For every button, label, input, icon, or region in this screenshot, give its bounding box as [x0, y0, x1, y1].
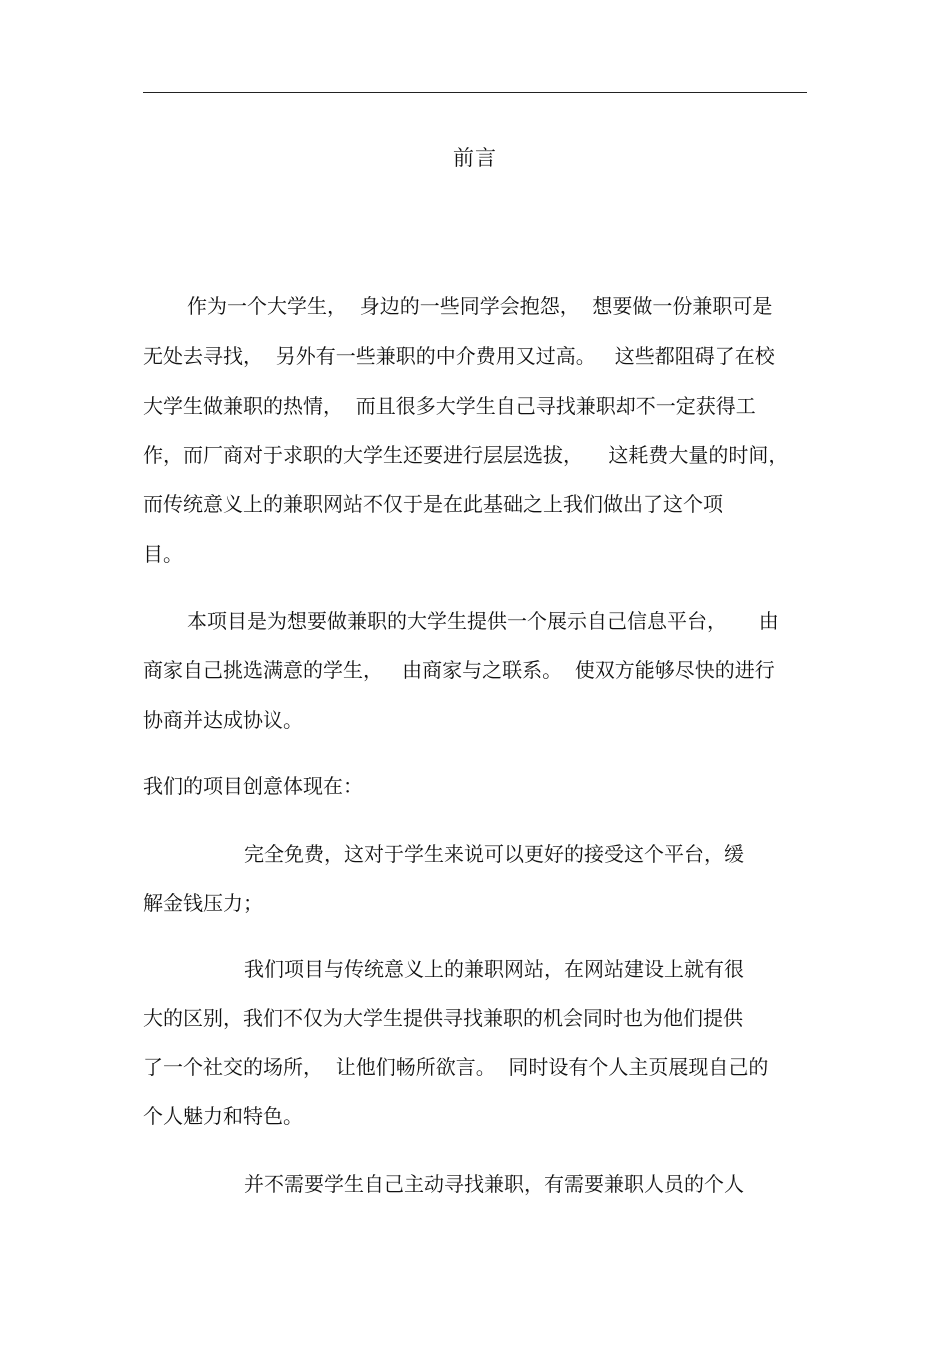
- paragraph-line: 本项目是为想要做兼职的大学生提供一个展示自己信息平台， 由: [187, 609, 779, 633]
- paragraph-line: 解金钱压力；: [143, 891, 263, 915]
- paragraph-line: 我们项目与传统意义上的兼职网站，在网站建设上就有很: [244, 957, 744, 981]
- paragraph-line: 了一个社交的场所， 让他们畅所欲言。 同时设有个人主页展现自己的: [143, 1055, 769, 1079]
- paragraph-line: 大学生做兼职的热情， 而且很多大学生自己寻找兼职却不一定获得工: [143, 394, 756, 418]
- header-rule: [143, 92, 807, 93]
- paragraph-line: 作为一个大学生， 身边的一些同学会抱怨， 想要做一份兼职可是: [187, 294, 773, 318]
- page-title: 前言: [453, 146, 497, 170]
- paragraph-line: 个人魅力和特色。: [143, 1104, 303, 1128]
- paragraph-line: 协商并达成协议。: [143, 708, 303, 732]
- paragraph-line: 并不需要学生自己主动寻找兼职，有需要兼职人员的个人: [244, 1172, 744, 1196]
- paragraph-line: 无处去寻找， 另外有一些兼职的中介费用又过高。 这些都阻碍了在校: [143, 344, 775, 368]
- paragraph-line: 而传统意义上的兼职网站不仅于是在此基础之上我们做出了这个项: [143, 492, 723, 516]
- paragraph-line: 商家自己挑选满意的学生， 由商家与之联系。 使双方能够尽快的进行: [143, 658, 775, 682]
- paragraph-line: 作，而厂商对于求职的大学生还要进行层层选拔， 这耗费大量的时间，: [143, 443, 789, 467]
- paragraph-line: 目。: [143, 542, 183, 566]
- paragraph-line: 我们的项目创意体现在：: [143, 774, 363, 798]
- paragraph-line: 大的区别，我们不仅为大学生提供寻找兼职的机会同时也为他们提供: [143, 1006, 743, 1030]
- paragraph-line: 完全免费，这对于学生来说可以更好的接受这个平台，缓: [244, 842, 744, 866]
